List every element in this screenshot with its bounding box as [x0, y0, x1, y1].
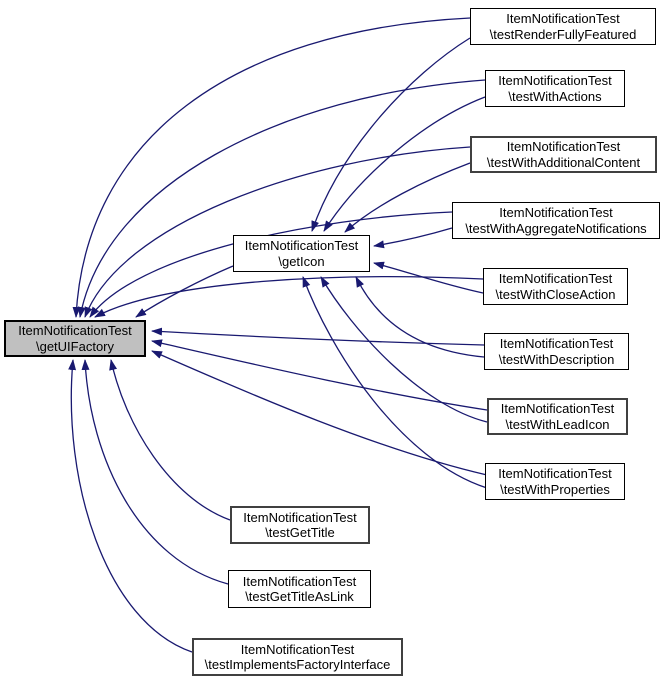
node-label: \testImplementsFactoryInterface	[204, 657, 391, 672]
node-testwithactions[interactable]	[485, 70, 625, 107]
edge-testRenderFullyFeatured-to-getIcon	[312, 38, 470, 231]
node-label: \testGetTitle	[265, 525, 335, 540]
node-testwithproperties[interactable]	[485, 463, 625, 500]
node-testwithadditionalcontent[interactable]	[470, 136, 657, 173]
node-label: \testWithAdditionalContent	[486, 154, 641, 170]
edge-testWithProperties-to-getUIFactory	[152, 351, 487, 475]
edge-testWithProperties-to-getIcon	[303, 277, 487, 488]
node-testgettitleaslink[interactable]	[228, 570, 371, 608]
node-testimplementsfactoryinterface[interactable]	[192, 638, 403, 676]
node-label: \testWithLeadIcon	[505, 416, 610, 432]
edge-testWithAdditionalContent-to-getUIFactory	[85, 147, 470, 317]
node-label: ItemNotificationTest	[244, 238, 359, 253]
node-label: ItemNotificationTest	[506, 139, 621, 154]
node-label: ItemNotificationTest	[499, 205, 613, 220]
node-label: ItemNotificationTest	[18, 323, 132, 338]
edge-getIcon-to-getUIFactory	[136, 266, 233, 317]
node-getuifactory[interactable]	[4, 320, 146, 357]
edge-testWithCloseAction-to-getUIFactory	[95, 277, 483, 317]
node-label: \testGetTitleAsLink	[245, 589, 354, 604]
node-geticon[interactable]	[233, 235, 370, 272]
node-label: \getIcon	[278, 253, 325, 269]
node-label: ItemNotificationTest	[498, 466, 612, 481]
node-label: ItemNotificationTest	[243, 509, 357, 525]
node-label: ItemNotificationTest	[498, 271, 613, 286]
node-label: ItemNotificationTest	[498, 73, 612, 88]
node-label: ItemNotificationTest	[500, 401, 615, 416]
edge-testWithLeadIcon-to-getIcon	[321, 277, 487, 422]
edge-testWithActions-to-getUIFactory	[80, 80, 485, 317]
node-label: ItemNotificationTest	[242, 573, 357, 589]
edge-testWithDescription-to-getUIFactory	[152, 331, 484, 345]
node-testwithcloseaction[interactable]	[483, 268, 628, 305]
edge-testRenderFullyFeatured-to-getUIFactory	[76, 18, 470, 317]
node-label: \getUIFactory	[35, 338, 115, 354]
node-testgettitle[interactable]	[230, 506, 370, 544]
node-testrenderfullyfeatured[interactable]	[470, 8, 656, 45]
node-label: \testRenderFullyFeatured	[489, 26, 637, 42]
node-label: \testWithDescription	[498, 351, 615, 367]
node-testwithaggregatenotifications[interactable]	[452, 202, 660, 239]
node-label: \testWithCloseAction	[495, 286, 616, 302]
node-label: \testWithAggregateNotifications	[465, 220, 647, 236]
node-label: ItemNotificationTest	[499, 336, 614, 351]
node-label: ItemNotificationTest	[506, 11, 620, 26]
node-label: ItemNotificationTest	[240, 641, 355, 657]
node-label: \testWithActions	[508, 88, 602, 104]
node-testwithleadicon[interactable]	[487, 398, 628, 435]
edge-testGetTitle-to-getUIFactory	[111, 360, 230, 520]
node-testwithdescription[interactable]	[484, 333, 629, 370]
node-label: \testWithProperties	[500, 481, 610, 497]
edge-testGetTitleAsLink-to-getUIFactory	[85, 360, 228, 584]
edge-testWithAggregateNotifications-to-getIcon	[374, 228, 452, 246]
